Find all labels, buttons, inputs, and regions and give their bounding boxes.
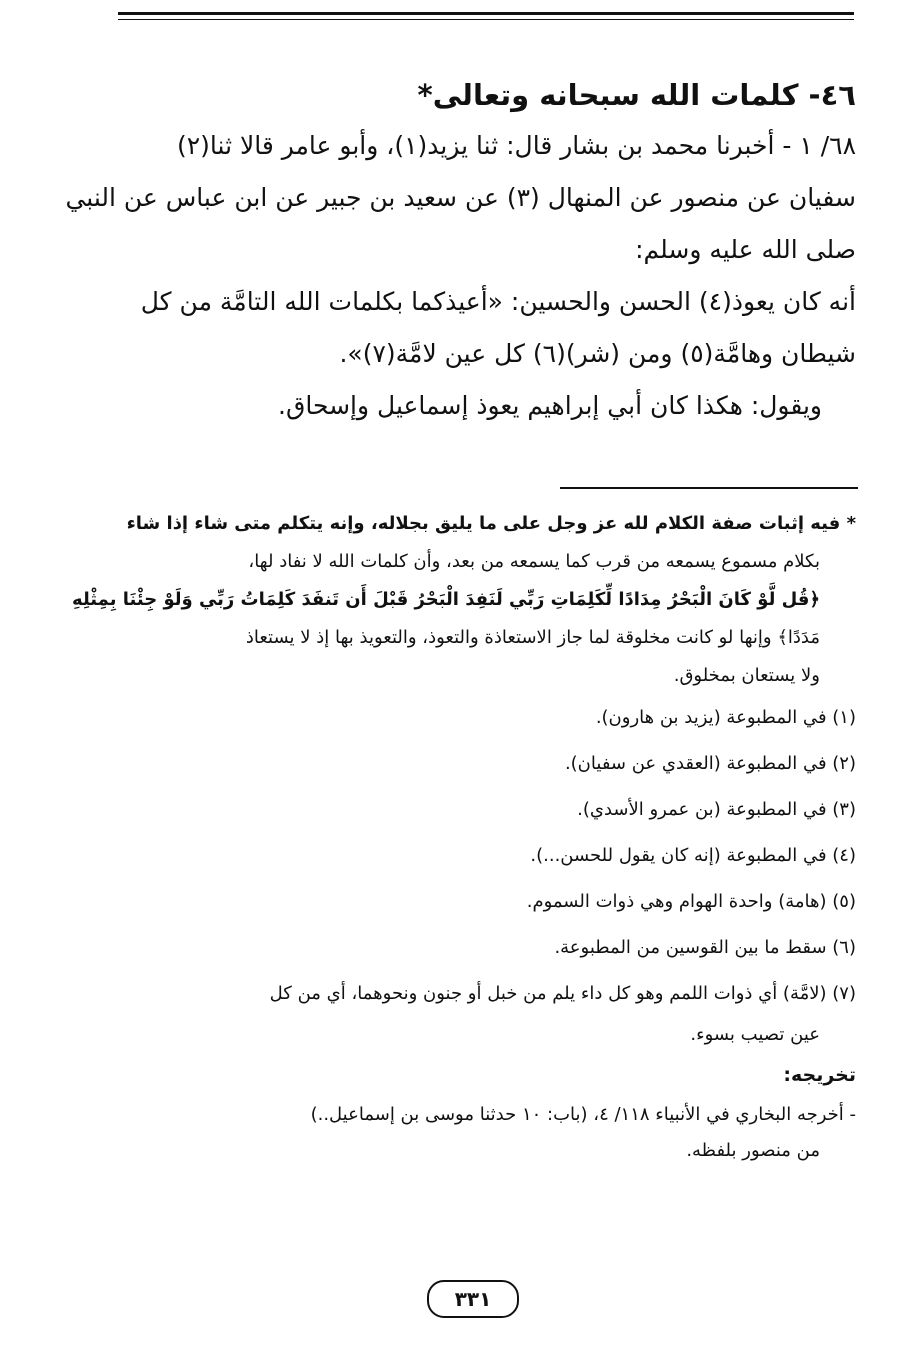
- footnote-4: (٤) في المطبوعة (إنه كان يقول للحسن...).: [530, 845, 856, 866]
- takhrij-line: - أخرجه البخاري في الأنبياء ١١٨/ ٤، (باب: ١٠ حدثنا موسى بن إسماعيل..): [310, 1104, 856, 1125]
- quran-verse-line: ﴿قُل لَّوْ كَانَ الْبَحْرُ مِدَادًا لِّكَلِمَاتِ رَبِّي لَنَفِدَ الْبَحْرُ قَبْلَ أَن تَنفَدَ كَلِمَاتُ رَبِّي وَلَوْ جِئْنَا بِمِثْلِهِ: [72, 589, 820, 610]
- hadith-line: ٦٨/ ١ - أخبرنا محمد بن بشار قال: ثنا يزيد(١)، وأبو عامر قالا ثنا(٢): [176, 131, 856, 160]
- star-note-line: * فيه إثبات صفة الكلام لله عز وجل على ما يليق بجلاله، وإنه يتكلم متى شاء إذا شاء: [126, 513, 856, 534]
- star-note-line: مَدَدًا﴾ وإنها لو كانت مخلوقة لما جاز الاستعاذة والتعوذ، والتعويذ بها إذ لا يستعاذ: [245, 627, 820, 648]
- header-rule-thin: [118, 19, 854, 20]
- hadith-line: ويقول: هكذا كان أبي إبراهيم يعوذ إسماعيل وإسحاق.: [278, 391, 822, 420]
- footnote-7-continued: عين تصيب بسوء.: [690, 1024, 820, 1045]
- star-note-line: بكلام مسموع يسمعه من قرب كما يسمعه من بعد، وأن كلمات الله لا نفاد لها،: [248, 551, 820, 572]
- footnote-separator: [560, 487, 858, 489]
- notes-section: [72, 505, 856, 1169]
- hadith-line: شيطان وهامَّة(٥) ومن (شر)(٦) كل عين لامَّة(٧)».: [339, 339, 856, 368]
- hadith-line: صلى الله عليه وسلم:: [635, 235, 856, 264]
- footnote-7: (٧) (لامَّة) أي ذوات اللمم وهو كل داء يلم من خبل أو جنون ونحوهما، أي من كل: [269, 983, 856, 1004]
- footnote-1: (١) في المطبوعة (يزيد بن هارون).: [595, 707, 856, 728]
- star-note-line: ولا يستعان بمخلوق.: [673, 665, 820, 686]
- page-number: ٣٣١: [427, 1280, 519, 1318]
- hadith-line: سفيان عن منصور عن المنهال (٣) عن سعيد بن جبير عن ابن عباس عن النبي: [65, 183, 856, 212]
- footnote-2: (٢) في المطبوعة (العقدي عن سفيان).: [564, 753, 856, 774]
- footnote-3: (٣) في المطبوعة (بن عمرو الأسدي).: [577, 799, 856, 820]
- chapter-title: ٤٦- كلمات الله سبحانه وتعالى*: [417, 78, 856, 112]
- main-text: [65, 70, 856, 432]
- takhrij-line: من منصور بلفظه.: [686, 1140, 820, 1161]
- takhrij-title: تخريجه:: [783, 1064, 856, 1086]
- header-rule-thick: [118, 12, 854, 15]
- footnote-6: (٦) سقط ما بين القوسين من المطبوعة.: [554, 937, 856, 958]
- footnote-5: (٥) (هامة) واحدة الهوام وهي ذوات السموم.: [526, 891, 856, 912]
- hadith-line: أنه كان يعوذ(٤) الحسن والحسين: «أعيذكما بكلمات الله التامَّة من كل: [140, 287, 856, 316]
